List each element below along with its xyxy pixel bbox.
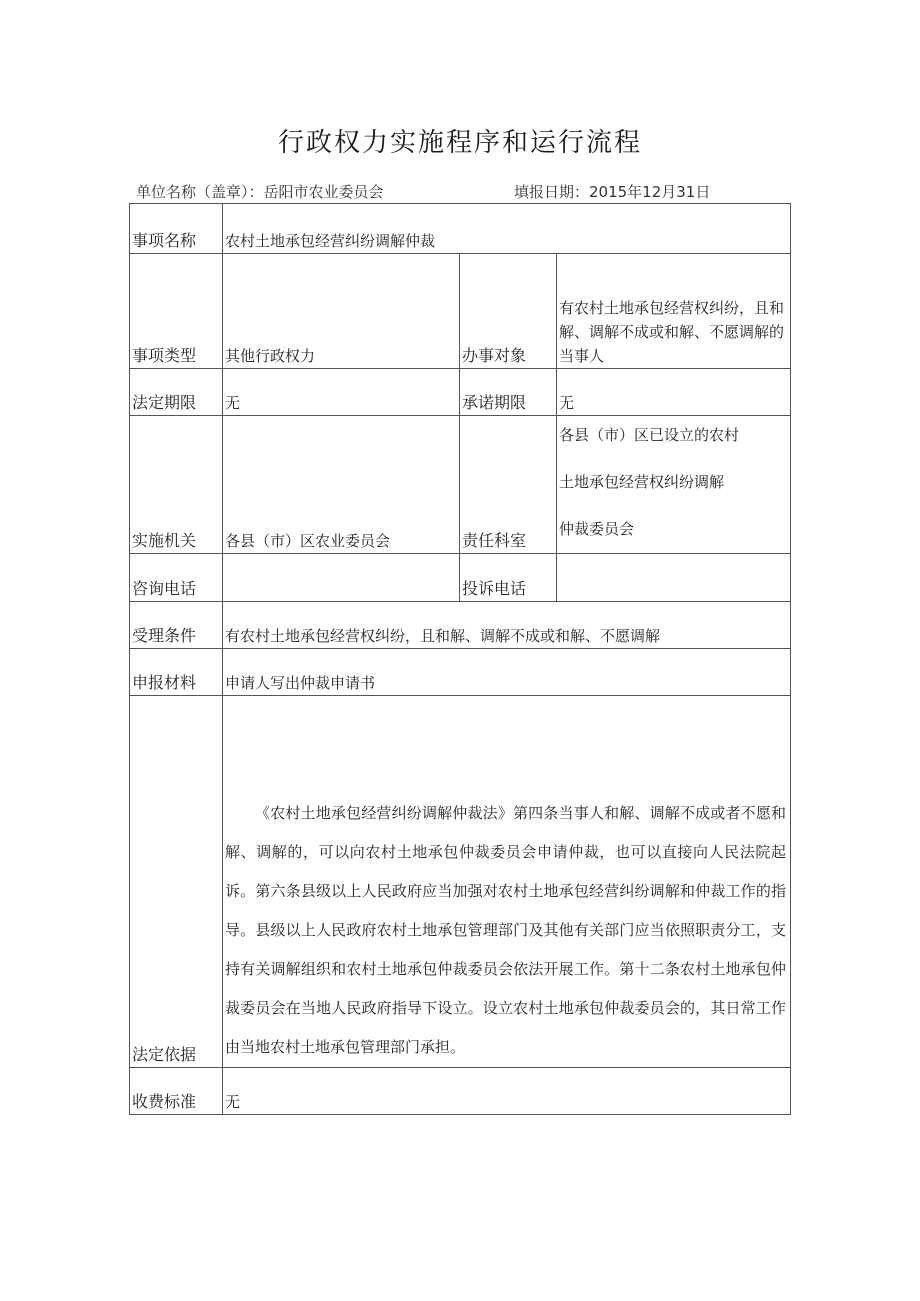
value-item-type: 其他行政权力 [223, 254, 460, 369]
label-dept: 责任科室 [460, 416, 557, 554]
value-target: 有农村土地承包经营权纠纷，且和解、调解不成或和解、不愿调解的当事人 [557, 254, 791, 369]
value-conditions: 有农村土地承包经营权纠纷，且和解、调解不成或和解、不愿调解 [223, 602, 791, 649]
row-legal-basis [130, 696, 791, 1068]
label-target: 办事对象 [460, 254, 557, 369]
label-fees: 收费标准 [130, 1068, 223, 1115]
value-legal-basis [223, 696, 791, 1068]
dept-line-1: 各县（市）区已设立的农村 [559, 426, 740, 444]
row-fees [130, 1068, 791, 1115]
label-legal-limit: 法定期限 [130, 369, 223, 416]
label-promise-limit: 承诺期限 [460, 369, 557, 416]
value-materials: 申请人写出仲裁申请书 [223, 649, 791, 696]
unit-name: 单位名称（盖章）：岳阳市农业委员会 [136, 183, 384, 201]
value-legal-limit: 无 [223, 369, 460, 416]
value-dept [557, 416, 791, 554]
label-legal-basis: 法定依据 [130, 696, 223, 1068]
legal-basis-text: 《农村土地承包经营纠纷调解仲裁法》第四条当事人和解、调解不成或者不愿和解、调解的，可以向农村土地承包仲裁委员会申请仲裁，也可以直接向人民法院起诉。第六条县级以上人民政府应当加强对农村土地承包经营纠纷调解和仲裁工作的指导。县级以上人民政府农村土地承包管理部门及其他有关部门应当依照职责分工，支持有关调解组织和农村土地承包仲裁委员会依法开展工作。第十二条农村土地承包仲裁委员会在当地人民政府指导下设立。设立农村土地承包仲裁委员会的，其日常工作由当地农村土地承包管理部门承担。 [225, 804, 787, 1056]
row-item-name [130, 204, 791, 254]
value-item-name: 农村土地承包经营纠纷调解仲裁 [223, 204, 791, 254]
label-item-name: 事项名称 [130, 204, 223, 254]
dept-line-2: 土地承包经营权纠纷调解 [559, 473, 725, 491]
label-consult-phone: 咨询电话 [130, 554, 223, 602]
row-conditions [130, 602, 791, 649]
value-fees: 无 [223, 1068, 791, 1115]
fill-date: 填报日期：2015年12月31日 [514, 183, 711, 201]
row-limits [130, 369, 791, 416]
label-item-type: 事项类型 [130, 254, 223, 369]
label-agency: 实施机关 [130, 416, 223, 554]
page-title: 行政权力实施程序和运行流程 [277, 128, 642, 158]
value-promise-limit: 无 [557, 369, 791, 416]
dept-line-3: 仲裁委员会 [559, 520, 635, 538]
row-materials [130, 649, 791, 696]
label-materials: 申报材料 [130, 649, 223, 696]
label-complaint-phone: 投诉电话 [460, 554, 557, 602]
row-agency [130, 416, 791, 554]
row-phones [130, 554, 791, 602]
value-complaint-phone [557, 554, 791, 602]
value-consult-phone [223, 554, 460, 602]
procedure-form-table [129, 203, 791, 1115]
label-conditions: 受理条件 [130, 602, 223, 649]
row-item-type [130, 254, 791, 369]
value-agency: 各县（市）区农业委员会 [223, 416, 460, 554]
